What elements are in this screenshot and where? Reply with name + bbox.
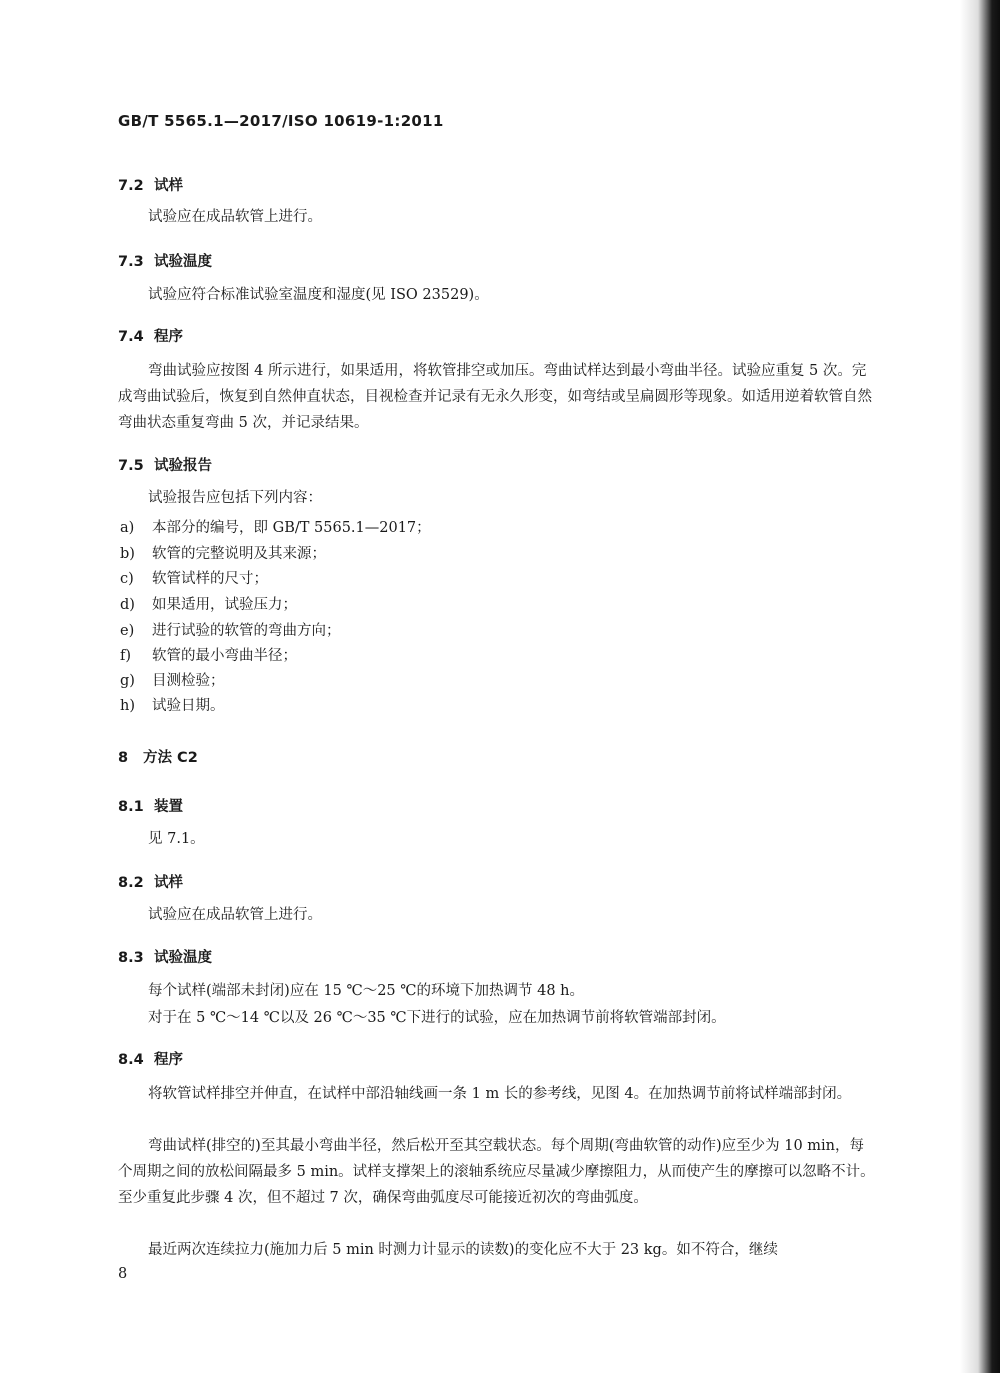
list-marker: d)	[120, 597, 135, 613]
section-title: 程序	[154, 329, 183, 345]
section-number: 7.3	[118, 254, 144, 270]
section-7-3-text: 试验应符合标准试验室温度和湿度(见 ISO 23529)。	[148, 287, 489, 303]
list-text: 试验日期。	[152, 698, 225, 714]
section-8-1-text: 见 7.1。	[148, 831, 205, 847]
document-header: GB/T 5565.1—2017/ISO 10619-1:2011	[118, 112, 444, 130]
section-7-4-text: 弯曲试验应按图 4 所示进行，如果适用，将软管排空或加压。弯曲试样达到最小弯曲半径。试验应重复 5 次。完成弯曲试验后，恢复到自然伸直状态，目视检查并记录有无永久形变，如弯结或呈扁圆形等现象。如适用逆着软管自然弯曲状态重复弯曲 5 次，并记录结果。	[118, 363, 872, 431]
list-item	[120, 694, 225, 715]
section-7-5-intro: 试验报告应包括下列内容：	[148, 490, 322, 506]
section-8-1-heading	[118, 795, 183, 816]
scan-edge-shadow	[960, 0, 1000, 1373]
section-number: 7.5	[118, 458, 144, 474]
section-8-3-para-2: 对于在 5 ℃～14 ℃以及 26 ℃～35 ℃下进行的试验，应在加热调节前将软管端部封闭。	[148, 1010, 726, 1026]
section-7-2-text: 试验应在成品软管上进行。	[148, 209, 322, 225]
section-7-3-heading	[118, 250, 212, 271]
section-title: 程序	[154, 1052, 183, 1068]
section-number: 8.1	[118, 799, 144, 815]
section-8-2-text: 试验应在成品软管上进行。	[148, 907, 322, 923]
section-8-3-para-1: 每个试样(端部未封闭)应在 15 ℃～25 ℃的环境下加热调节 48 h。	[148, 983, 584, 999]
section-title: 试验报告	[154, 458, 212, 474]
list-text: 如果适用，试验压力；	[152, 597, 297, 613]
list-text: 目测检验；	[152, 673, 225, 689]
section-7-2-heading	[118, 174, 183, 195]
section-title: 装置	[154, 799, 183, 815]
section-title: 试验温度	[154, 254, 212, 270]
section-8-3-heading	[118, 946, 212, 967]
list-marker: h)	[120, 698, 135, 714]
section-8-2-heading	[118, 871, 183, 892]
section-title: 试验温度	[154, 950, 212, 966]
list-marker: b)	[120, 546, 135, 562]
list-text: 进行试验的软管的弯曲方向；	[152, 623, 341, 639]
list-text: 软管的最小弯曲半径；	[152, 648, 297, 664]
list-marker: c)	[120, 571, 134, 587]
section-8-4-para-1: 将软管试样排空并伸直，在试样中部沿轴线画一条 1 m 长的参考线，见图 4。在加热调节前将试样端部封闭。	[148, 1086, 852, 1102]
list-item	[120, 619, 341, 640]
list-text: 软管试样的尺寸；	[152, 571, 268, 587]
section-number: 8.4	[118, 1052, 144, 1068]
list-marker: a)	[120, 520, 135, 536]
section-7-5-heading	[118, 454, 212, 475]
list-item	[120, 644, 297, 665]
section-7-4-heading	[118, 325, 183, 346]
list-marker: e)	[120, 623, 135, 639]
section-number: 8.2	[118, 875, 144, 891]
section-title: 试样	[154, 178, 183, 194]
section-number: 8.3	[118, 950, 144, 966]
section-number: 7.2	[118, 178, 144, 194]
list-marker: f)	[120, 648, 132, 664]
section-8-4-heading	[118, 1048, 183, 1069]
list-item	[120, 516, 431, 537]
list-item	[120, 567, 268, 588]
section-8-4-para-2: 弯曲试样(排空的)至其最小弯曲半径，然后松开至其空载状态。每个周期(弯曲软管的动作)应至少为 10 min，每个周期之间的放松间隔最多 5 min。试样支撑架上的滚轴系统应尽量减少摩擦阻力，从而使产生的摩擦可以忽略不计。至少重复此步骤 4 次，但不超过 7 次，确保弯曲弧度尽可能接近初次的弯曲弧度。	[118, 1138, 875, 1206]
section-title: 试样	[154, 875, 183, 891]
section-8-heading	[118, 746, 198, 767]
list-marker: g)	[120, 673, 135, 689]
list-item	[120, 542, 326, 563]
section-number: 7.4	[118, 329, 144, 345]
section-8-4-para-3: 最近两次连续拉力(施加力后 5 min 时测力计显示的读数)的变化应不大于 23 kg。如不符合，继续	[148, 1242, 778, 1258]
list-item	[120, 593, 297, 614]
section-title: 方法 C2	[143, 750, 198, 766]
section-number: 8	[118, 750, 129, 766]
list-item	[120, 669, 225, 690]
list-text: 本部分的编号，即 GB/T 5565.1—2017；	[152, 520, 431, 536]
page-number: 8	[118, 1266, 128, 1282]
list-text: 软管的完整说明及其来源；	[152, 546, 326, 562]
